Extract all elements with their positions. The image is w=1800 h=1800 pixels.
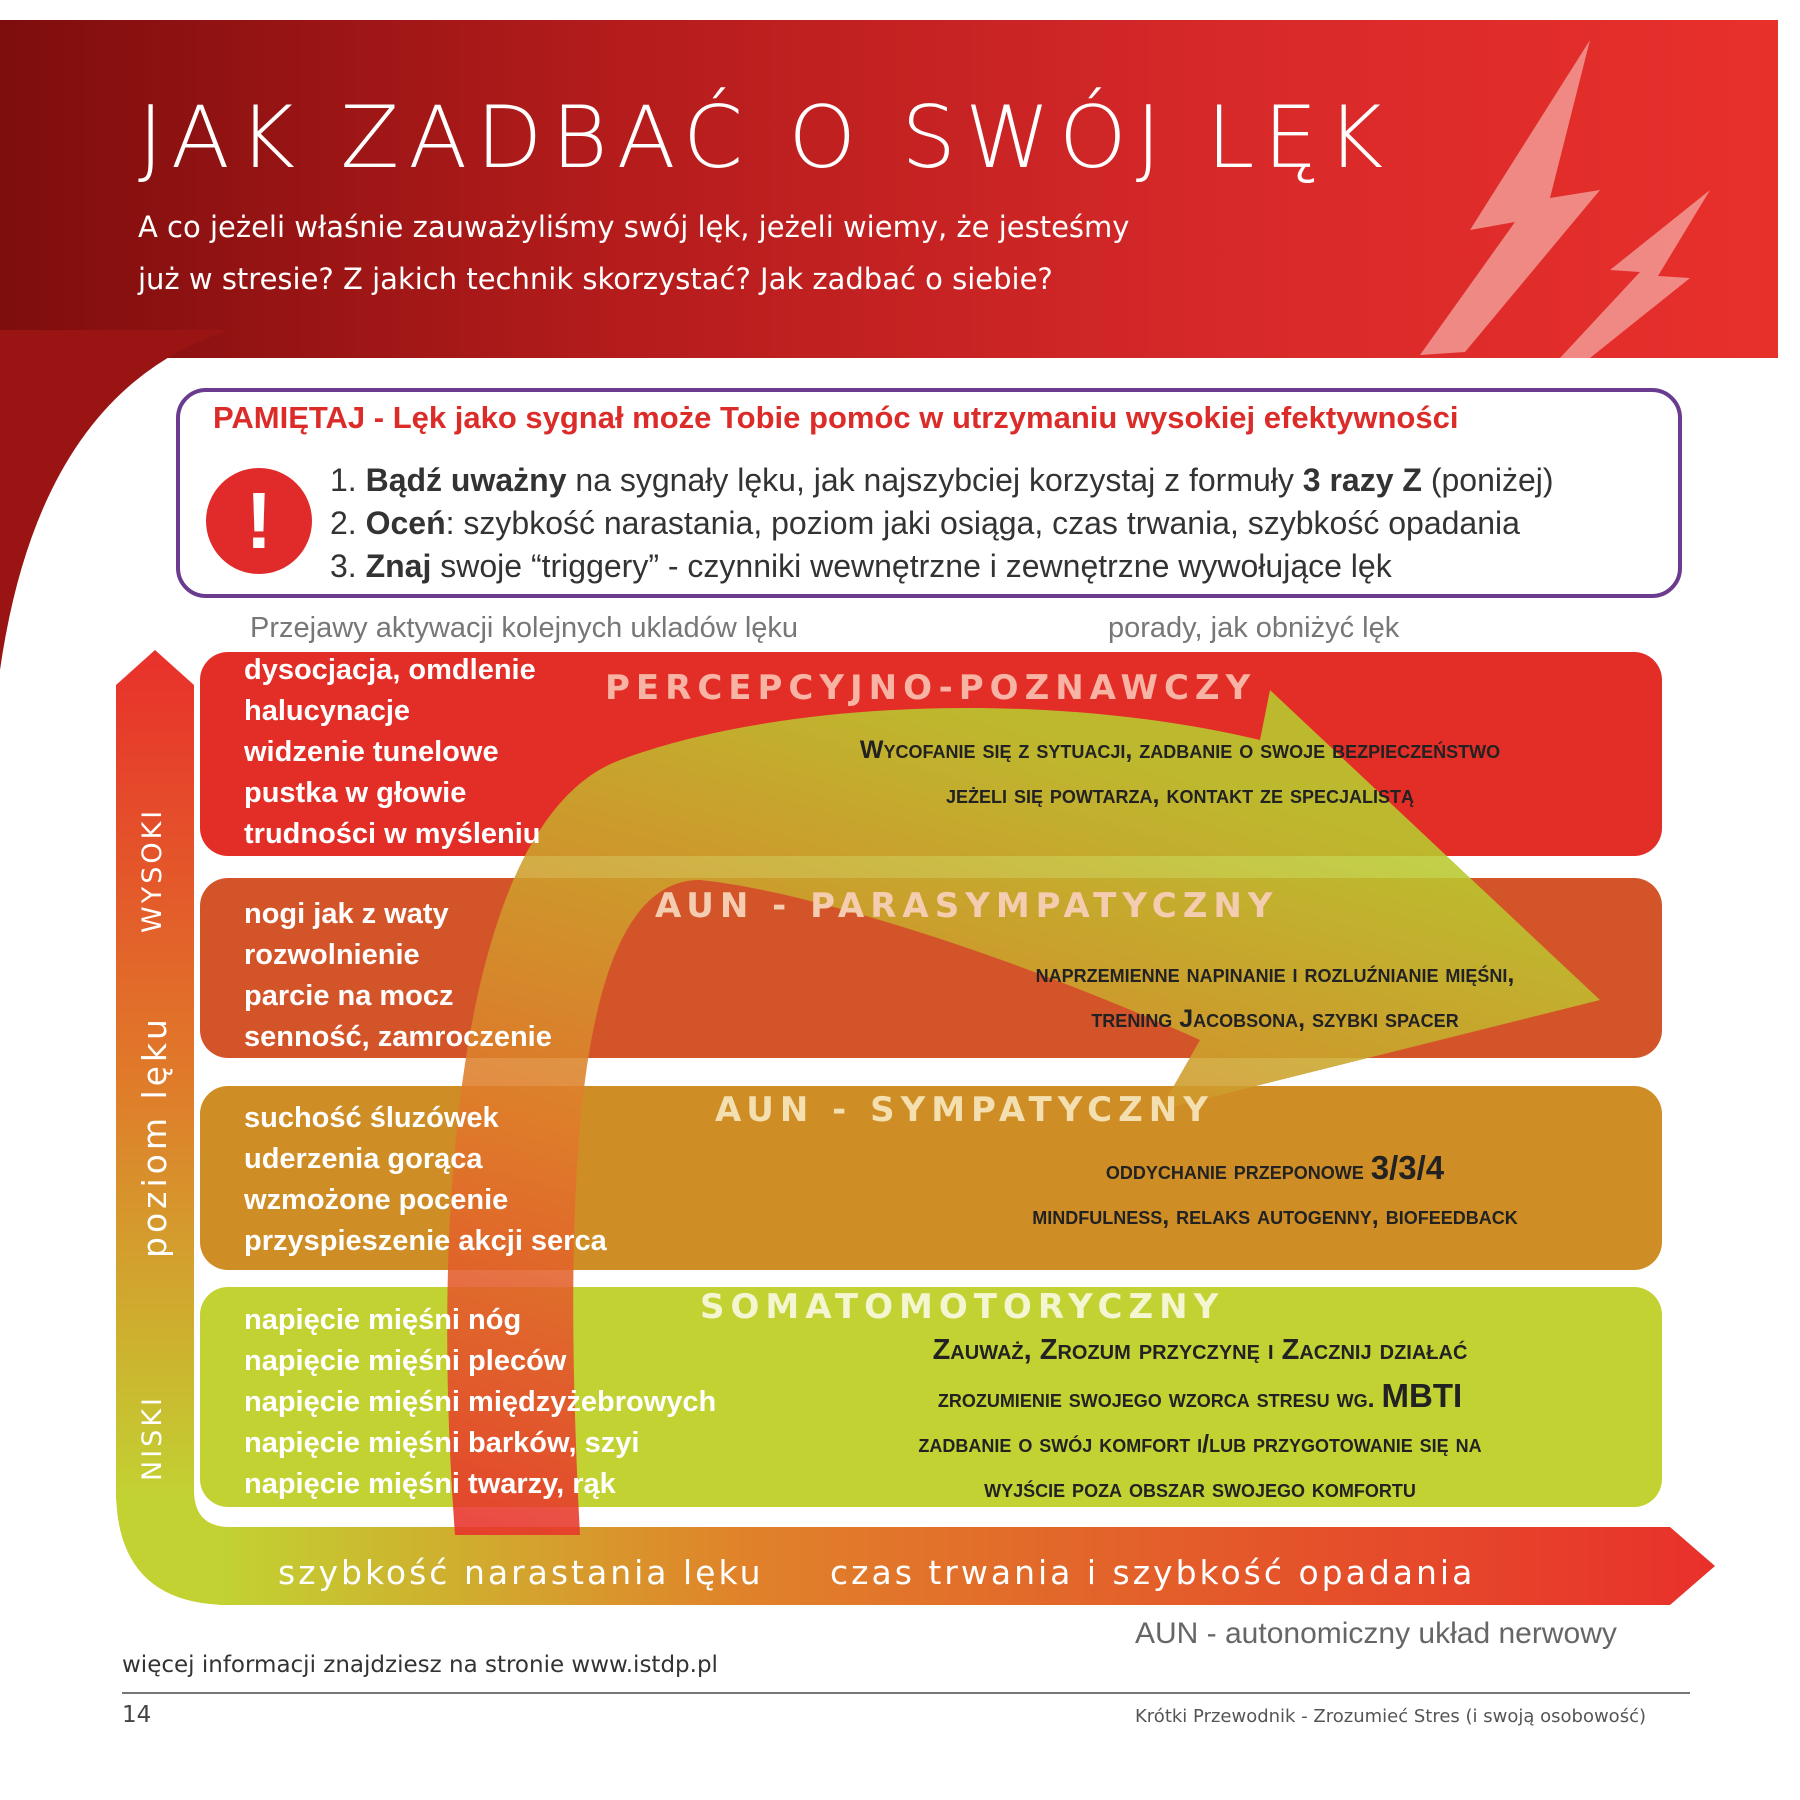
- subtitle-line-2: już w stresie? Z jakich technik skorzystać? Jak zadbać o siebie?: [138, 262, 1053, 296]
- symptom-item: senność, zamroczenie: [244, 1021, 552, 1053]
- symptom-item: napięcie mięśni pleców: [244, 1345, 567, 1377]
- symptom-item: suchość śluzówek: [244, 1102, 499, 1134]
- tip-bold: Bądź uważny: [365, 462, 567, 498]
- tip-text: : szybkość narastania, poziom jaki osiąga, czas trwania, szybkość opadania: [445, 505, 1520, 541]
- advice-line: Zauważ, Zrozum przyczynę i Zacznij działać: [932, 1334, 1468, 1366]
- advice-line: trening Jacobsona, szybki spacer: [1091, 1005, 1459, 1033]
- symptom-item: przyspieszenie akcji serca: [244, 1225, 607, 1257]
- axis-label-rise-speed: szybkość narastania lęku: [278, 1553, 764, 1592]
- more-info-text: więcej informacji znajdziesz na stronie www.istdp.pl: [122, 1652, 718, 1678]
- symptoms-perceptual: [244, 650, 541, 855]
- advice-line: [735, 1373, 1665, 1422]
- symptom-item: uderzenia gorąca: [244, 1143, 483, 1175]
- tip-bold: Oceń: [365, 505, 446, 541]
- footer-divider: [122, 1692, 1690, 1694]
- symptom-item: napięcie mięśni barków, szyi: [244, 1427, 640, 1459]
- tip-text: swoje “triggery” - czynniki wewnętrzne i zewnętrzne wywołujące lęk: [431, 548, 1392, 584]
- symptom-item: rozwolnienie: [244, 939, 420, 971]
- band-title-perceptual: PERCEPCYJNO-POZNAWCZY: [605, 668, 1257, 708]
- advice-text: oddychanie przeponowe: [1105, 1157, 1371, 1185]
- axis-label-low: NISKI: [137, 1395, 168, 1481]
- aun-footnote: AUN - autonomiczny układ nerwowy: [1135, 1617, 1617, 1650]
- advice-line: jeżeli się powtarza, kontakt ze specjalistą: [945, 781, 1415, 809]
- tip-text-end: (poniżej): [1421, 462, 1554, 498]
- advice-highlight: 3/3/4: [1370, 1149, 1445, 1186]
- symptom-item: halucynacje: [244, 695, 411, 727]
- symptom-item: dysocjacja, omdlenie: [244, 654, 536, 686]
- advice-line: naprzemienne napinanie i rozluźnianie mięśni,: [1035, 960, 1515, 988]
- advice-parasympathetic: [895, 952, 1655, 1042]
- tip-bold: Znaj: [365, 548, 432, 584]
- advice-sympathetic: [900, 1145, 1650, 1239]
- advice-line: wyjście poza obszar swojego komfortu: [984, 1475, 1416, 1503]
- tip-number: 2.: [330, 505, 357, 541]
- symptom-item: parcie na mocz: [244, 980, 454, 1012]
- page-title: JAK ZADBAĆ O SWÓJ LĘK: [138, 88, 1393, 188]
- advice-text: zrozumienie swojego wzorca stresu wg.: [937, 1385, 1382, 1413]
- advice-somatomotor: [735, 1328, 1665, 1512]
- advice-line: mindfulness, relaks autogenny, biofeedback: [1032, 1202, 1518, 1230]
- symptom-item: widzenie tunelowe: [244, 736, 499, 768]
- symptom-item: pustka w głowie: [244, 777, 467, 809]
- symptom-item: napięcie mięśni nóg: [244, 1304, 522, 1336]
- axis-label-level: poziom lęku: [135, 1015, 174, 1258]
- tip-number: 3.: [330, 548, 357, 584]
- remember-heading: PAMIĘTAJ - Lęk jako sygnał może Tobie pomóc w utrzymaniu wysokiej efektywności: [213, 400, 1459, 435]
- symptoms-sympathetic: [244, 1098, 607, 1262]
- advice-highlight: MBTI: [1381, 1377, 1463, 1414]
- band-title-parasympathetic: AUN - PARASYMPATYCZNY: [655, 886, 1279, 926]
- symptom-item: trudności w myśleniu: [244, 818, 541, 850]
- axis-label-high: WYSOKI: [137, 807, 168, 933]
- tip-bold-formula: 3 razy Z: [1302, 462, 1422, 498]
- subtitle-line-1: A co jeżeli właśnie zauważyliśmy swój lęk, jeżeli wiemy, że jesteśmy: [138, 210, 1130, 244]
- footer-book-title: Krótki Przewodnik - Zrozumieć Stres (i swoją osobowość): [1135, 1706, 1646, 1727]
- symptoms-somatomotor: [244, 1300, 716, 1505]
- tip-number: 1.: [330, 462, 357, 498]
- symptoms-parasympathetic: [244, 894, 552, 1058]
- band-title-sympathetic: AUN - SYMPATYCZNY: [715, 1090, 1214, 1130]
- symptom-item: napięcie mięśni międzyżebrowych: [244, 1386, 717, 1418]
- axis-label-duration: czas trwania i szybkość opadania: [830, 1553, 1476, 1592]
- advice-line: zadbanie o swój komfort i/lub przygotowanie się na: [918, 1430, 1482, 1458]
- symptom-item: wzmożone pocenie: [244, 1184, 509, 1216]
- tip-text: na sygnały lęku, jak najszybciej korzystaj z formuły: [566, 462, 1303, 498]
- symptom-item: napięcie mięśni twarzy, rąk: [244, 1468, 616, 1500]
- page-number: 14: [122, 1702, 152, 1728]
- symptom-item: nogi jak z waty: [244, 898, 449, 930]
- advice-line: Wycofanie się z sytuacji, zadbanie o swoje bezpieczeństwo: [859, 736, 1501, 764]
- column-heading-advice: porady, jak obniżyć lęk: [1108, 612, 1400, 644]
- column-heading-symptoms: Przejawy aktywacji kolejnych ukladów lęku: [250, 612, 799, 644]
- advice-perceptual: [705, 728, 1655, 818]
- exclamation-icon: !: [206, 468, 312, 574]
- band-title-somatomotor: SOMATOMOTORYCZNY: [700, 1287, 1225, 1327]
- advice-line: [900, 1145, 1650, 1194]
